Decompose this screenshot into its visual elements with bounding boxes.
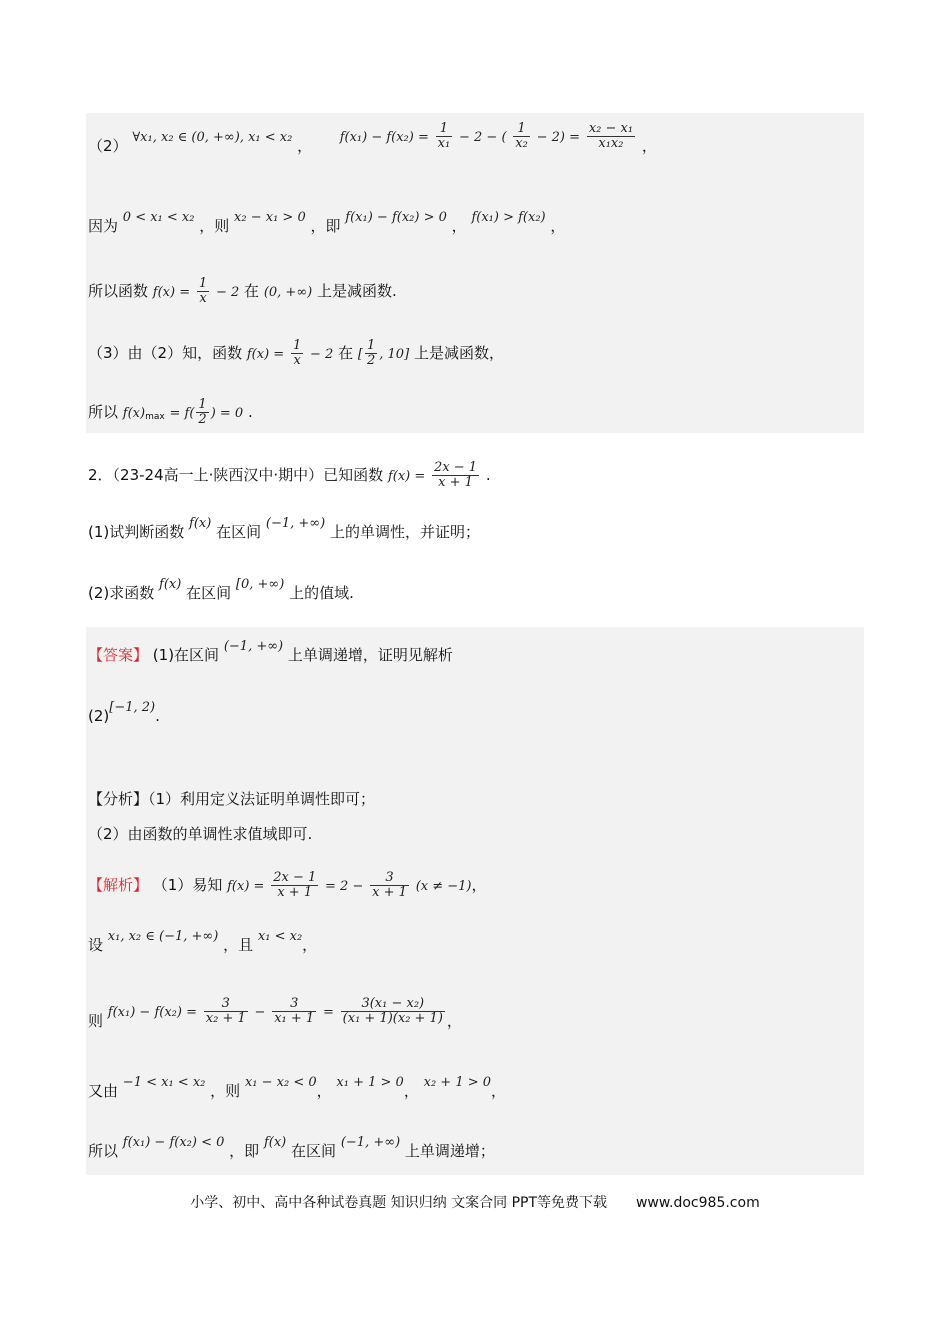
- analysis-line-2: [88, 824, 312, 844]
- expr-c: − 2) =: [536, 130, 581, 145]
- sep: ，: [446, 1012, 462, 1030]
- then: 则: [88, 1012, 104, 1030]
- fx-eq: f(x) =: [152, 285, 191, 300]
- num: x₂ − x₁: [588, 121, 634, 136]
- analysis-l2: （2）由函数的单调性求值域即可.: [88, 825, 313, 843]
- den: x + 1: [277, 885, 313, 900]
- then: ，则: [199, 217, 230, 235]
- den: x: [293, 353, 301, 368]
- num: 1: [436, 122, 453, 137]
- num: 3(x₁ − x₂): [341, 997, 445, 1012]
- footer-site-link[interactable]: www.doc985.com: [635, 1195, 760, 1211]
- a1-lead: (1)在区间: [152, 646, 220, 664]
- den: x + 1: [438, 475, 473, 490]
- num: 2x − 1: [273, 870, 317, 885]
- sol1-max-line: [88, 398, 253, 427]
- cond-4: f(x₁) > f(x₂): [471, 210, 546, 225]
- answer-tag: 【答案】: [88, 646, 149, 664]
- fx-eq: f(x) =: [227, 879, 265, 894]
- q2-sub1: [88, 516, 480, 544]
- solution-diff-line: [88, 996, 462, 1036]
- num: 1: [513, 122, 530, 137]
- fx: f(x): [159, 577, 182, 592]
- answer-line-2: [88, 700, 160, 728]
- s2-end: 上的值域.: [289, 584, 354, 602]
- sol1-p2-label: （2）: [88, 137, 128, 155]
- q2-sub2: [88, 577, 354, 605]
- r3: x₁ + 1 > 0: [336, 1075, 404, 1090]
- sep: ，: [451, 217, 467, 235]
- sep: ，: [641, 137, 657, 155]
- dec-end: 上是减函数.: [317, 282, 397, 300]
- a2-lead: (2): [88, 707, 110, 725]
- den: x₁x₂: [598, 136, 624, 151]
- x1ltx2: x₁ < x₂: [257, 929, 303, 944]
- set-val: x₁, x₂ ∈ (−1, +∞): [107, 929, 219, 944]
- num: 3: [370, 871, 409, 886]
- frac-1-over-x: [197, 277, 209, 306]
- expr-b: − 2 − (: [458, 130, 507, 145]
- fmax-mid: = f(: [169, 406, 195, 421]
- interval: (−1, +∞): [223, 639, 284, 654]
- sol1-conclusion-line: [88, 277, 397, 306]
- s1-mid: 在区间: [216, 523, 262, 541]
- frac-half: [365, 339, 377, 368]
- set: 设: [88, 936, 104, 954]
- den: x₁: [437, 136, 451, 151]
- analysis-l1: （1）利用定义法证明单调性即可；: [148, 790, 376, 808]
- also: 又由: [88, 1082, 119, 1100]
- frac-combined: [341, 997, 445, 1026]
- analysis-tag: 【分析】: [88, 790, 149, 808]
- period: .: [485, 466, 491, 484]
- frac-3: [370, 871, 409, 900]
- cond: (x ≠ −1): [415, 879, 472, 894]
- frac-diff: [587, 122, 635, 151]
- sol1-p2-expr-a: f(x₁) − f(x₂) =: [339, 130, 429, 145]
- solution-tag: 【解析】: [88, 876, 149, 894]
- frac-3-x2: [204, 997, 248, 1026]
- answer-line-1: [88, 639, 453, 667]
- den: x + 1: [372, 885, 407, 900]
- bracket-close: , 10]: [379, 347, 410, 362]
- interval: [0, +∞): [235, 577, 285, 592]
- fx-eq: f(x) =: [246, 347, 285, 362]
- q2-lead: 2．（23-24高一上·陕西汉中·期中）已知函数: [88, 466, 384, 484]
- den: x₂: [515, 136, 528, 151]
- ie: ，即: [229, 1142, 260, 1160]
- interval: (−1, +∞): [265, 516, 326, 531]
- frac-3-x1: [272, 997, 316, 1026]
- dec-end: 上是减函数，: [413, 344, 504, 362]
- solution-line-1: [88, 871, 487, 900]
- r5: f(x₁) − f(x₂) < 0: [122, 1135, 225, 1150]
- frac-2x-1: [271, 871, 318, 900]
- fx: f(x): [189, 516, 212, 531]
- fx: f(x): [263, 1135, 287, 1150]
- because: 因为: [88, 217, 119, 235]
- q2-title-line: [88, 461, 491, 490]
- sep: ，: [550, 217, 566, 235]
- eq: =: [322, 1005, 334, 1020]
- num: 1: [292, 338, 302, 353]
- in: 在: [338, 344, 354, 362]
- sol1-p2-line: [88, 121, 657, 161]
- interval: (−1, +∞): [340, 1135, 401, 1150]
- sol1-p2-cond: ∀x₁, x₂ ∈ (0, +∞), x₁ < x₂: [132, 130, 293, 145]
- sep: ，: [316, 1082, 332, 1100]
- so: 所以: [88, 1142, 119, 1160]
- frac-1-over-x: [291, 339, 303, 368]
- analysis-line-1: [88, 789, 375, 809]
- sep: ，: [302, 936, 318, 954]
- frac-half: [196, 398, 208, 427]
- then2: ，则: [210, 1082, 241, 1100]
- solution-also-line: [88, 1075, 507, 1103]
- minus2: − 2: [310, 347, 334, 362]
- num: 3: [204, 997, 248, 1012]
- fmax-end: ) = 0: [210, 406, 244, 421]
- l1-lead: （1）易知: [152, 876, 223, 894]
- minus: −: [254, 1005, 266, 1020]
- frac-1-over-x2: [513, 122, 530, 151]
- sep: ，: [491, 1082, 507, 1100]
- ie: ，即: [310, 217, 341, 235]
- period: .: [247, 403, 253, 421]
- sol1-p3-line: [88, 339, 504, 368]
- num: 3: [272, 997, 316, 1012]
- den: 2: [198, 412, 207, 427]
- bracket-open: [: [357, 347, 363, 362]
- so: 所以: [88, 403, 119, 421]
- cond-2: x₂ − x₁ > 0: [234, 210, 306, 225]
- in-int: 在区间: [291, 1142, 337, 1160]
- a2-end: .: [155, 707, 160, 725]
- r1: −1 < x₁ < x₂: [122, 1075, 206, 1090]
- num: 1: [366, 338, 376, 353]
- page-footer: [0, 1192, 950, 1212]
- s2-mid: 在区间: [186, 584, 232, 602]
- num: 1: [198, 397, 207, 412]
- den: x₂ + 1: [205, 1011, 246, 1026]
- inc: 上单调递增；: [404, 1142, 495, 1160]
- sep: ，: [403, 1082, 419, 1100]
- cond-1: 0 < x₁ < x₂: [122, 210, 195, 225]
- in: 在: [244, 282, 260, 300]
- s2-lead: (2)求函数: [88, 584, 155, 602]
- a2-val: [−1, 2): [109, 700, 156, 715]
- num: 2x − 1: [434, 460, 478, 475]
- q2-frac: [432, 461, 479, 490]
- eq2: = 2 −: [325, 879, 364, 894]
- solution-so-line: [88, 1135, 495, 1163]
- s1-lead: (1)试判断函数: [88, 523, 185, 541]
- sol1-because-line: [88, 210, 566, 238]
- interval: (0, +∞): [263, 285, 313, 300]
- diff: f(x₁) − f(x₂) =: [107, 1005, 197, 1020]
- max-sub: max: [145, 412, 165, 422]
- cond-3: f(x₁) − f(x₂) > 0: [345, 210, 447, 225]
- and: ，且: [223, 936, 254, 954]
- footer-text: 小学、初中、高中各种试卷真题 知识归纳 文案合同 PPT等免费下载: [190, 1195, 608, 1211]
- r2: x₁ − x₂ < 0: [244, 1075, 317, 1090]
- solution-shade-top: [86, 113, 864, 433]
- p3-lead: （3）由（2）知，函数: [88, 344, 243, 362]
- num: 1: [198, 276, 208, 291]
- den: x: [199, 291, 207, 306]
- den: (x₁ + 1)(x₂ + 1): [342, 1011, 443, 1026]
- fx-eq: f(x) =: [387, 469, 426, 484]
- sep: ，: [471, 876, 487, 894]
- den: 2: [366, 353, 376, 368]
- s1-end: 上的单调性，并证明；: [329, 523, 480, 541]
- so-func: 所以函数: [88, 282, 149, 300]
- minus2: − 2: [215, 285, 240, 300]
- sep: ，: [297, 137, 313, 155]
- den: x₁ + 1: [274, 1011, 315, 1026]
- fmax: f(x): [122, 406, 146, 421]
- frac-1-over-x1: [436, 122, 453, 151]
- a1-end: 上单调递增，证明见解析: [287, 646, 453, 664]
- solution-set-line: [88, 929, 318, 957]
- r4: x₂ + 1 > 0: [423, 1075, 492, 1090]
